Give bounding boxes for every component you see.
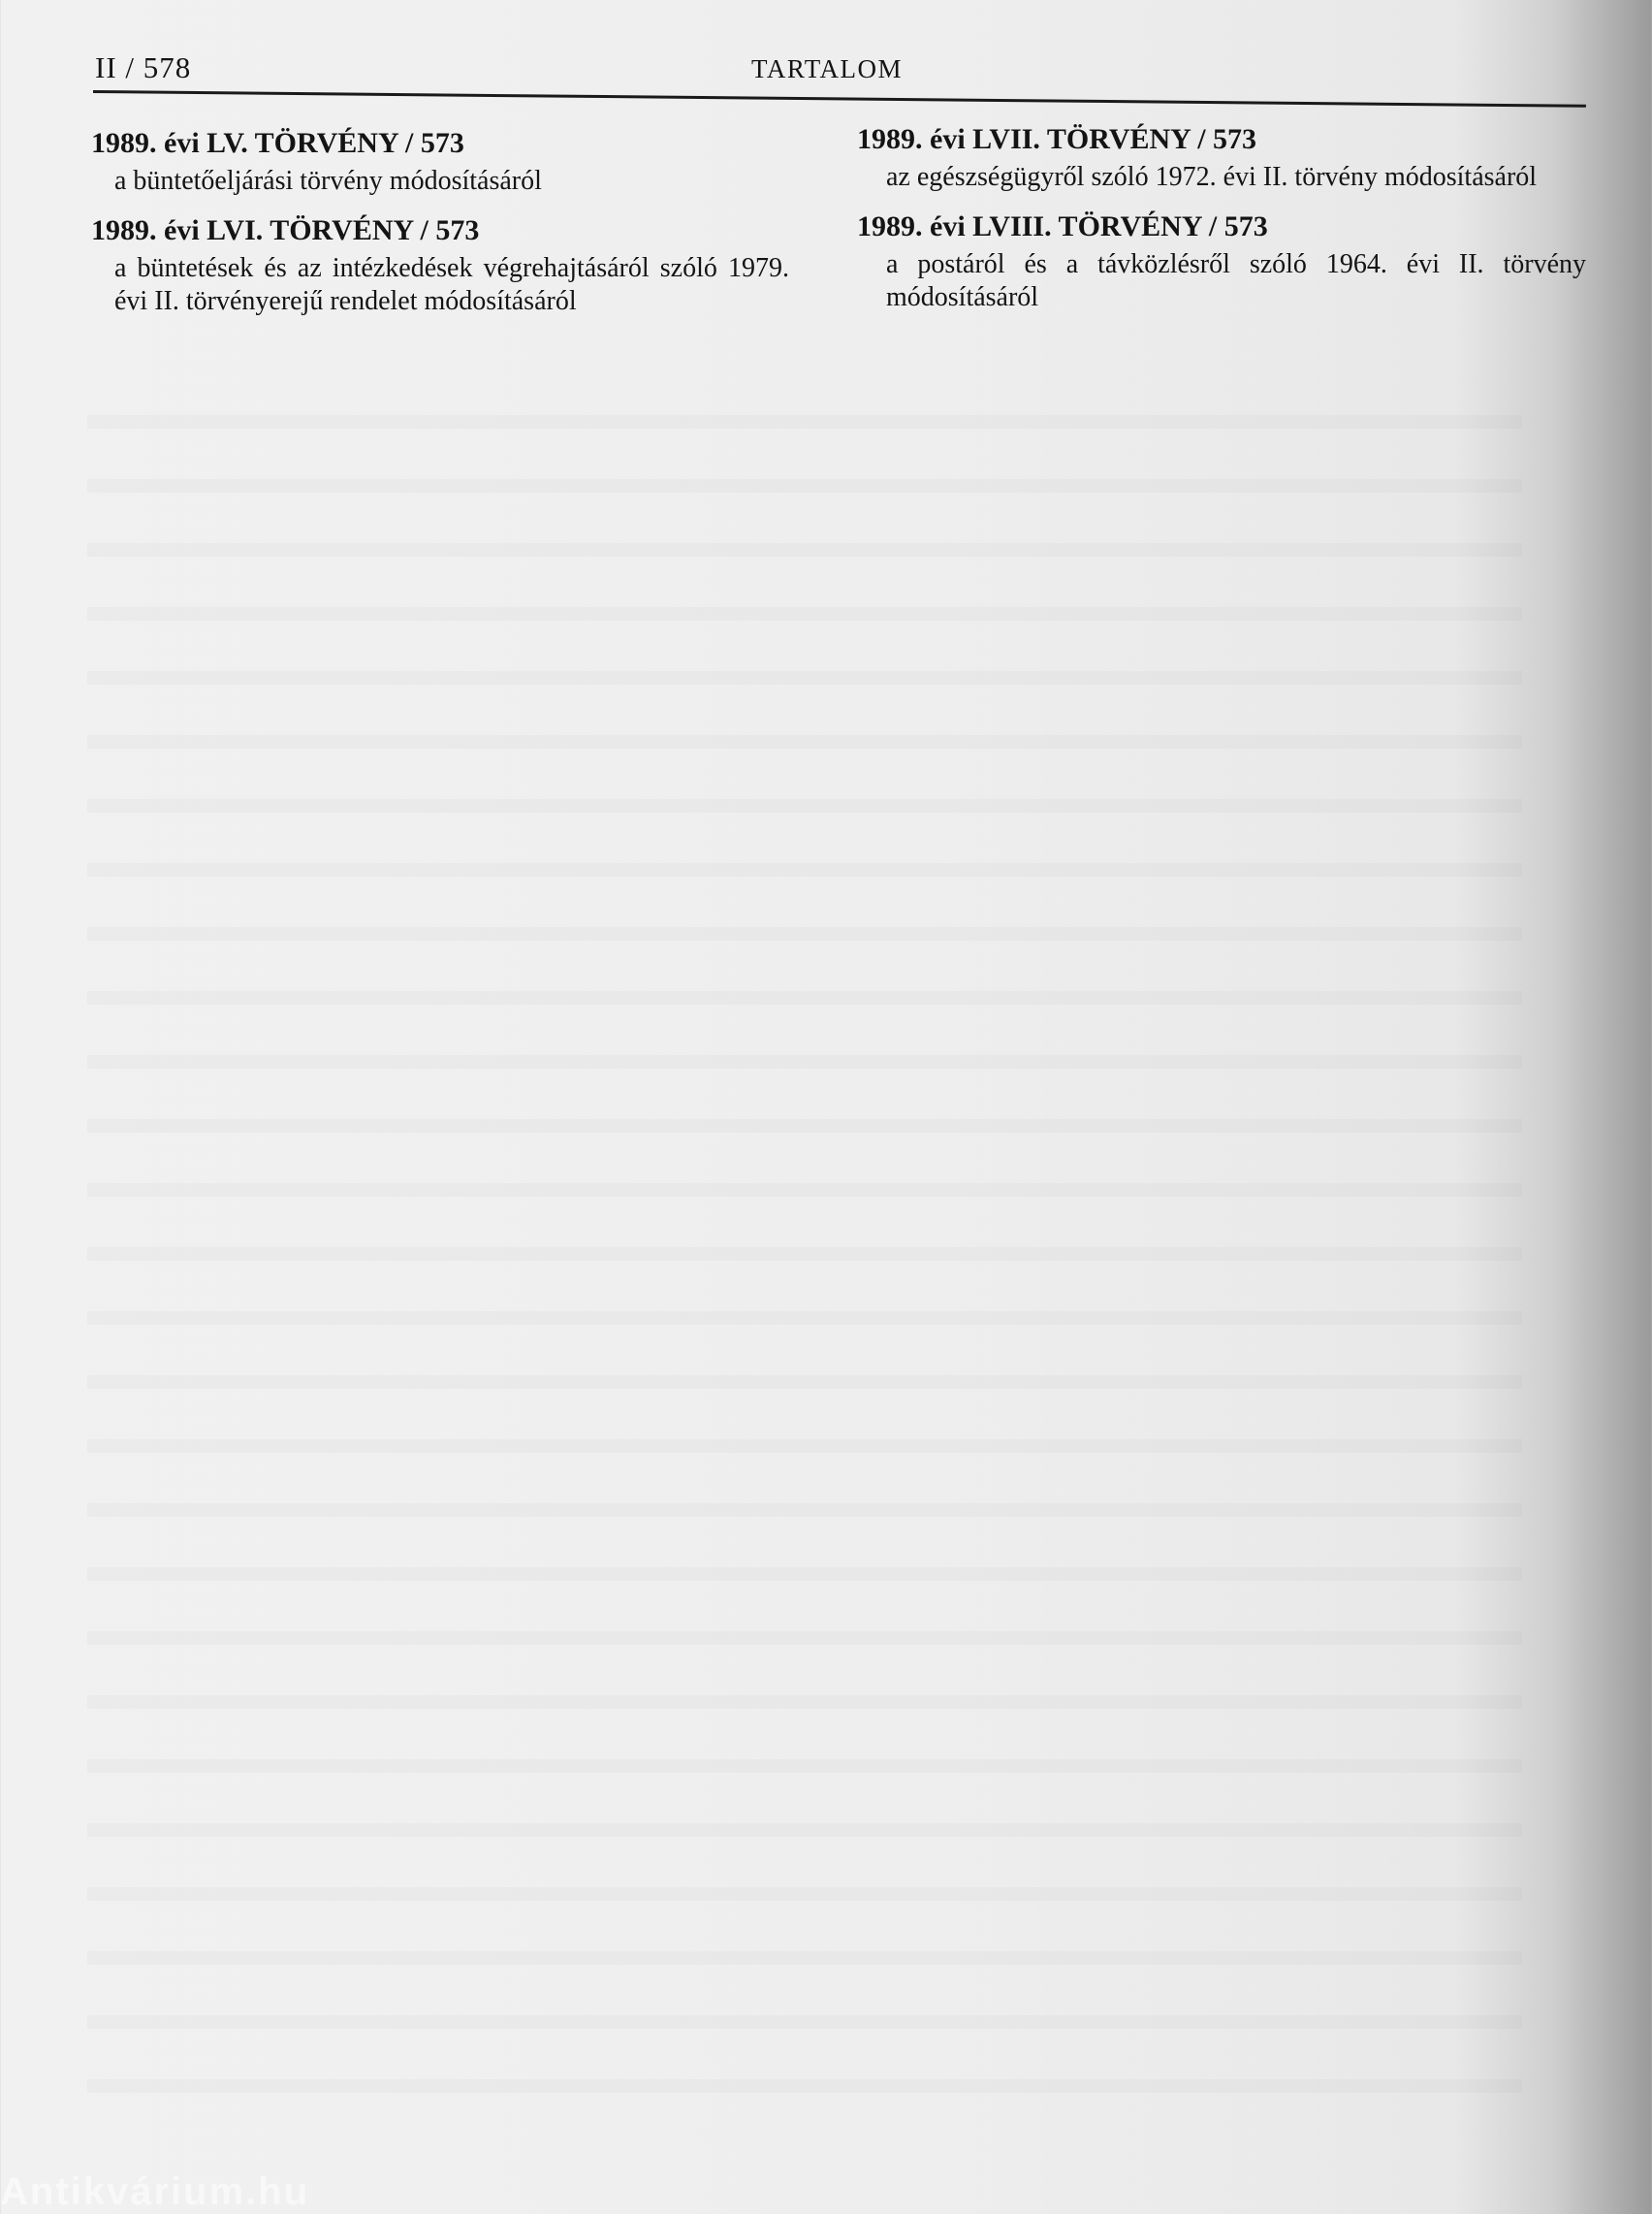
section-title: TARTALOM xyxy=(751,54,904,83)
show-through-background xyxy=(87,378,1522,2143)
entry-description: az egészségügyről szóló 1972. évi II. törvény módosításáról xyxy=(886,162,1538,192)
toc-entry xyxy=(91,124,789,198)
left-column xyxy=(91,124,789,332)
entry-heading: 1989. évi LVI. TÖRVÉNY / 573 xyxy=(91,214,480,246)
page-number: II / 578 xyxy=(95,50,192,84)
entry-description: a büntetőeljárási törvény módosításáról xyxy=(114,166,542,196)
entry-heading: 1989. évi LV. TÖRVÉNY / 573 xyxy=(91,127,464,159)
running-head xyxy=(95,50,1588,95)
entry-heading: 1989. évi LVIII. TÖRVÉNY / 573 xyxy=(857,210,1268,242)
toc-entry xyxy=(857,120,1586,194)
entry-description: a büntetések és az intézkedések végrehajtásáról szóló 1979. évi II. törvényerejű rendelet módosításáról xyxy=(114,253,789,316)
watermark: Antikvárium.hu xyxy=(0,2170,310,2213)
right-column xyxy=(857,120,1586,328)
toc-entry xyxy=(91,211,789,318)
entry-description: a postáról és a távközlésről szóló 1964. évi II. törvény módosításáról xyxy=(886,249,1586,312)
toc-entry xyxy=(857,208,1586,314)
entry-heading: 1989. évi LVII. TÖRVÉNY / 573 xyxy=(857,123,1257,155)
